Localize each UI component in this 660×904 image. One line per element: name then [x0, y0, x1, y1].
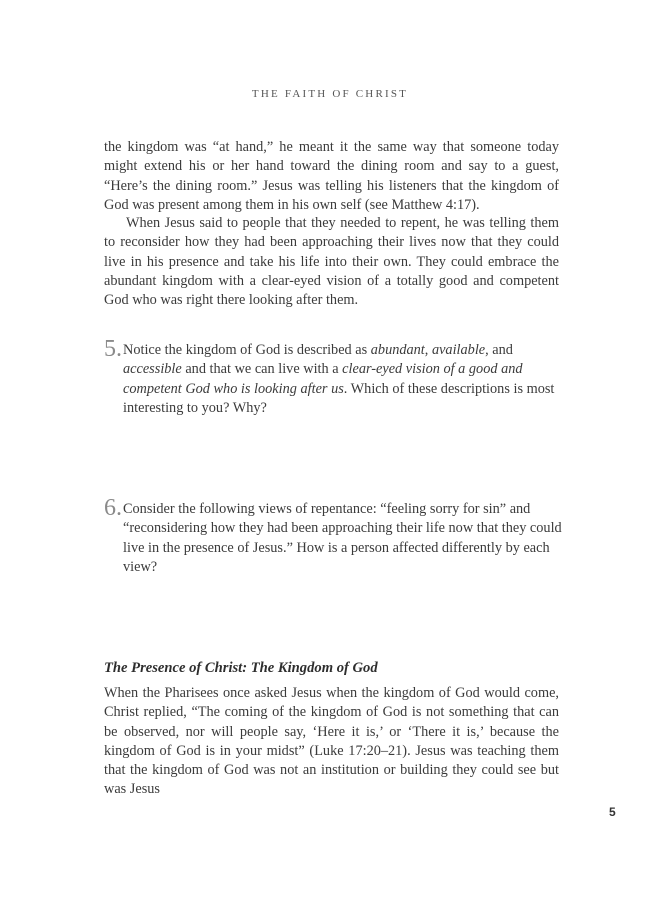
body-paragraph-1: the kingdom was “at hand,” he meant it the same way that someone today might extend his or her hand toward the dining room and say to a guest, “Here’s the dining room.” Jesus was telling his listeners that the kingdom of God was present among them in his own self (see Matthew 4:17).	[104, 139, 559, 213]
running-head: THE FAITH OF CHRIST	[251, 88, 409, 100]
question-5	[104, 336, 564, 418]
question-5-number: 5.	[104, 336, 122, 362]
question-6	[104, 495, 564, 577]
section-heading: The Presence of Christ: The Kingdom of God	[104, 660, 378, 676]
question-5-text: Notice the kingdom of God is described as abundant, available, and accessible and that we can live with a clear-eyed vision of a good and competent God who is looking after us. Which of these descriptions is most interesting to you? Why?	[123, 342, 555, 416]
question-6-number: 6.	[104, 495, 122, 521]
body-paragraph-2: When Jesus said to people that they needed to repent, he was telling them to reconsider how they had been approaching their lives now that they could live in his presence and take his life into their own. They could embrace the abundant kingdom with a clear-eyed vision of a totally good and competent God who was right there looking after them.	[104, 215, 559, 309]
question-6-text: Consider the following views of repentance: “feeling sorry for sin” and “reconsidering how they had been approaching their life now that they could live in the presence of Jesus.” How is a person affected differently by each view?	[123, 501, 562, 575]
page-number: 5	[609, 805, 616, 819]
body-paragraph-3: When the Pharisees once asked Jesus when the kingdom of God would come, Christ replied, “The coming of the kingdom of God is not something that can be observed, nor will people say, ‘Here it is,’ or ‘There it is,’ because the kingdom of God is in your midst” (Luke 17:20–21). Jesus was teaching them that the kingdom of God was not an institution or building they could see but was Jesus	[104, 685, 559, 798]
